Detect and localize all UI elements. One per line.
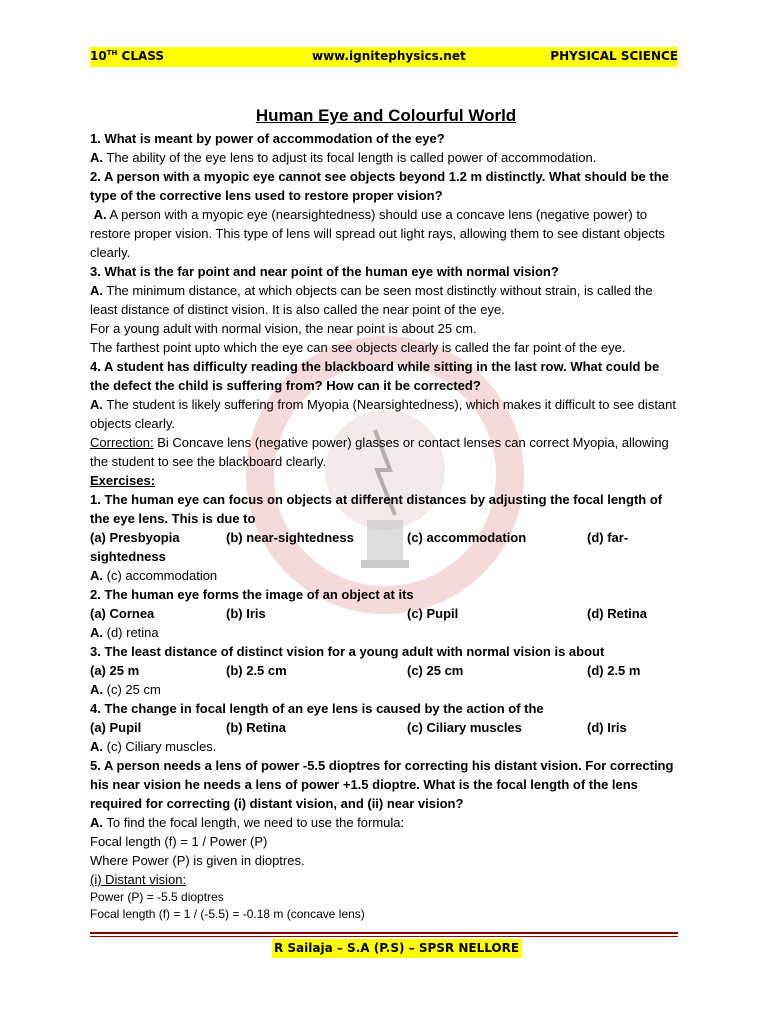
option: (b) 2.5 cm [226,663,287,678]
footer-rule-thick [90,932,678,934]
option: (b) near-sightedness [226,530,354,545]
correction-text: Bi Concave lens (negative power) glasses or contact lenses can correct Myopia, allowing the student to see the blackboard clearly. [90,435,669,469]
exercise-5-answer-text: To find the focal length, we need to use the formula: [106,815,405,830]
answer-label: A. [90,150,103,165]
answer-3-text: The minimum distance, at which objects can be seen most distinctly without strain, is called the least distance of distinct vision. It is also called the near point of the eye. [90,283,653,317]
exercise-2-answer-text: (d) retina [106,625,159,640]
answer-2-text: A person with a myopic eye (nearsightedness) should use a concave lens (negative power) to restore proper vision. This type of lens will spread out light rays, allowing them to see distant objects clearly. [90,207,665,260]
correction [90,433,682,471]
exercise-4-question: 4. The change in focal length of an eye lens is caused by the action of the [90,701,544,716]
exercise-4-answer [90,737,682,756]
answer-label: A. [90,397,103,412]
option: (d) Iris [587,720,627,735]
answer-label: A. [90,815,103,830]
option: (a) Pupil [90,720,142,735]
exercise-3-answer [90,680,682,699]
question-2: 2. A person with a myopic eye cannot see objects beyond 1.2 m distinctly. What should be the type of the corrective lens used to restore proper vision? [90,169,669,203]
option: (d) Retina [587,606,647,621]
answer-4 [90,395,682,433]
option: (d) 2.5 m [587,663,641,678]
question-4: 4. A student has difficulty reading the blackboard while sitting in the last row. What could be the defect the child is suffering from? How can it be corrected? [90,359,660,393]
exercise-5-question: 5. A person needs a lens of power -5.5 dioptres for correcting his distant vision. For correcting his near vision he needs a lens of power +1.5 dioptre. What is the focal length of the lens required for correcting (i) distant vision, and (ii) near vision? [90,758,674,811]
exercise-5-line-3: Where Power (P) is given in dioptres. [90,853,305,868]
option: (d) far- [587,530,629,545]
header-subject: PHYSICAL SCIENCE [550,49,678,63]
option: (c) Ciliary muscles [407,720,522,735]
header-website[interactable]: www.ignitephysics.net [312,49,466,63]
option: (b) Retina [226,720,286,735]
option-continuation: sightedness [90,549,166,564]
option: (b) Iris [226,606,266,621]
distant-vision-focal-length: Focal length (f) = 1 / (-5.5) = -0.18 m (concave lens) [90,907,365,921]
page-title: Human Eye and Colourful World [255,106,517,125]
option: (c) Pupil [407,606,459,621]
distant-vision-heading: (i) Distant vision: [90,872,187,887]
exercise-5-line-2: Focal length (f) = 1 / Power (P) [90,834,268,849]
exercise-2-question: 2. The human eye forms the image of an object at its [90,587,414,602]
answer-label: A. [90,283,103,298]
exercise-2-answer [90,623,682,642]
answer-label: A. [90,739,103,754]
exercise-5-answer [90,813,682,832]
header-class-sup: TH [106,49,118,57]
answer-1-text: The ability of the eye lens to adjust its focal length is called power of accommodation. [106,150,597,165]
option: (a) Cornea [90,606,155,621]
correction-label: Correction: [90,435,154,450]
answer-label: A. [90,682,103,697]
option: (a) Presbyopia [90,530,180,545]
exercise-4-options [90,718,682,737]
answer-label: A. [90,568,103,583]
exercise-1-options [90,528,682,566]
footer-rule-thin [90,936,678,937]
option: (a) 25 m [90,663,140,678]
answer-4-text: The student is likely suffering from Myopia (Nearsightedness), which makes it difficult to see distant objects clearly. [90,397,676,431]
exercise-2-options [90,604,682,623]
answer-3-line-2: For a young adult with normal vision, the near point is about 25 cm. [90,321,477,336]
exercises-heading: Exercises: [90,473,156,488]
exercise-1-question: 1. The human eye can focus on objects at different distances by adjusting the focal length of the eye lens. This is due to [90,492,663,526]
exercise-1-answer-text: (c) accommodation [106,568,218,583]
answer-label: A. [90,625,103,640]
answer-1 [90,148,682,167]
exercise-3-answer-text: (c) 25 cm [106,682,161,697]
question-1: 1. What is meant by power of accommodation of the eye? [90,131,445,146]
option: (c) 25 cm [407,663,464,678]
option: (c) accommodation [407,530,527,545]
exercise-3-options [90,661,682,680]
answer-3 [90,281,682,319]
exercise-3-question: 3. The least distance of distinct vision for a young adult with normal vision is about [90,644,605,659]
answer-2 [90,205,682,262]
header-class-number: 10 [90,49,107,63]
answer-3-line-3: The farthest point upto which the eye can see objects clearly is called the far point of the eye. [90,340,626,355]
document-body [90,104,682,923]
distant-vision-power: Power (P) = -5.5 dioptres [90,890,224,904]
footer-author: R Sailaja – S.A (P.S) – SPSR NELLORE [272,939,521,958]
exercise-4-answer-text: (c) Ciliary muscles. [106,739,217,754]
header-class [90,49,164,63]
question-3: 3. What is the far point and near point of the human eye with normal vision? [90,264,559,279]
header-class-suffix: CLASS [117,49,165,63]
answer-label: A. [93,207,107,222]
exercise-1-answer [90,566,682,585]
header-bar [90,47,678,67]
